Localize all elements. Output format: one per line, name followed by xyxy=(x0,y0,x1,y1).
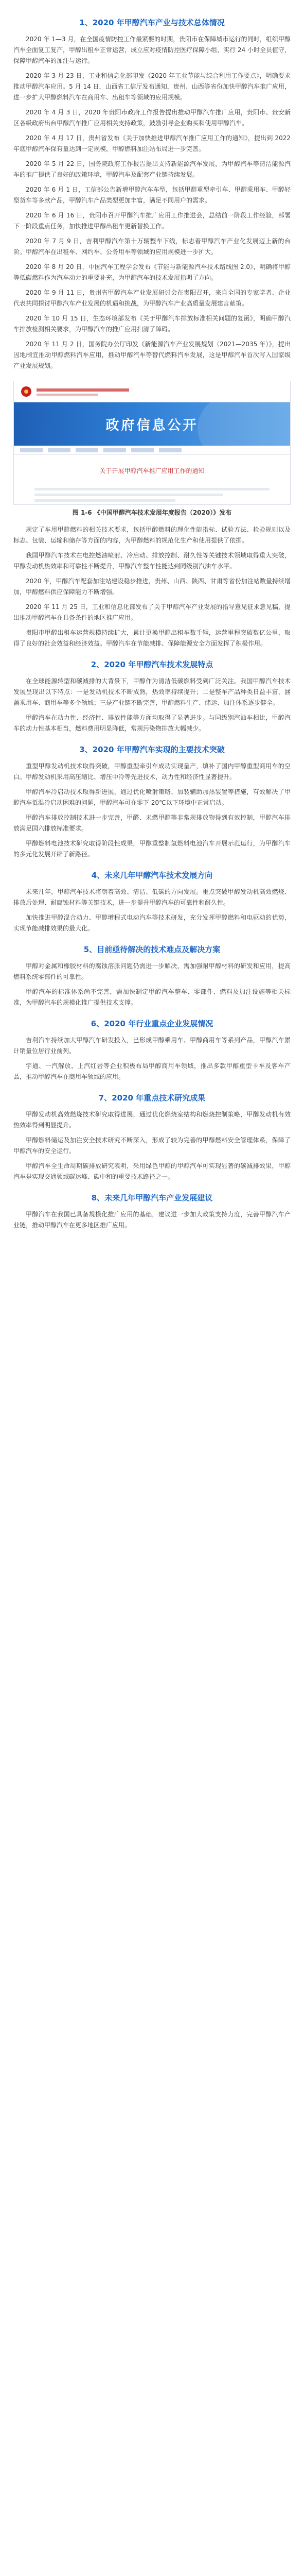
section-1-continued xyxy=(13,524,291,649)
paragraph: 2020 年 7 月 9 日，吉利甲醇汽车第十万辆整车下线，标志着甲醇汽车产业化发展迈上新的台阶。甲醇汽车在出租车、网约车、公务用车等领域的应用规模进一步扩大。 xyxy=(13,238,291,256)
section-heading: 6、2020 年行业重点企业发展情况 xyxy=(91,1019,213,1028)
paragraph: 吉利汽车持续加大甲醇汽车研发投入，已形成甲醇乘用车、甲醇商用车等系列产品，甲醇汽车累计销量位居行业前列。 xyxy=(13,1037,291,1055)
paragraph: 2020 年 4 月 3 日，2020 年贵阳市政府工作报告提出推动甲醇汽车推广应用，贵阳市、贵安新区各级政府出台甲醇汽车推广应用相关支持政策，鼓励引导企业购买和使用甲醇汽车。 xyxy=(13,109,291,127)
banner-title: 政府信息公开 xyxy=(105,418,199,433)
document-title: 关于开展甲醇汽车推广应用工作的通知 xyxy=(99,467,205,474)
paragraph: 甲醇燃料储运及加注安全技术研究不断深入，形成了较为完善的甲醇燃料安全管理体系，保障了甲醇汽车的安全运行。 xyxy=(13,1137,291,1155)
paragraph: 2020 年 6 月 1 日，工信部公告新增甲醇汽车车型，包括甲醇重型牵引车、甲醇乘用车、甲醇轻型货车等多款产品，甲醇汽车产品类型更加丰富，满足不同用户的需求。 xyxy=(13,186,291,204)
section-heading: 4、未来几年甲醇汽车技术发展方向 xyxy=(91,871,213,880)
section-3 xyxy=(13,743,291,860)
paragraph: 2020 年 11 月 2 日，国务院办公厅印发《新能源汽车产业发展规划（2021—2035 年）》，提出因地制宜推动甲醇燃料汽车应用，推动甲醇汽车等替代燃料汽车发展，这是甲醇汽车首次写入国家级产业发展规划。 xyxy=(13,341,291,369)
paragraph: 宇通、一汽解放、上汽红岩等企业积极布局甲醇商用车领域，推出多款甲醇重型卡车及客车产品，推动甲醇汽车在商用车领域的应用。 xyxy=(13,1062,291,1080)
section-8 xyxy=(13,1192,291,1231)
figure-banner xyxy=(14,402,290,446)
section-5 xyxy=(13,943,291,1008)
paragraph: 2020 年 5 月 22 日，国务院政府工作报告提出支持新能源汽车发展，为甲醇汽车等清洁能源汽车的推广提供了良好的政策环境，甲醇汽车及配套产业链持续发展。 xyxy=(13,160,291,178)
paragraph: 2020 年 10 月 15 日，生态环境部发布《关于甲醇汽车排放标准相关问题的复函》，明确甲醇汽车排放检测相关要求，为甲醇汽车的推广应用扫清了障碍。 xyxy=(13,315,291,333)
section-heading: 5、目前亟待解决的技术难点及解决方案 xyxy=(83,945,221,954)
section-heading: 7、2020 年重点技术研究成果 xyxy=(98,1093,206,1103)
emblem-icon xyxy=(21,386,31,397)
paragraph: 2020 年 3 月 23 日，工业和信息化部印发《2020 年工业节能与综合利用工作要点》，明确要求推动甲醇汽车应用。5 月 14 日，山西省工信厅发布通知，贵州、山西等省份加快甲醇汽车推广应用，进一步扩大甲醇燃料汽车在商用车、出租车等领域的应用规模。 xyxy=(13,72,291,101)
paragraph: 2020 年 4 月 17 日，贵州省发布《关于加快推进甲醇汽车推广应用工作的通知》，提出到 2022 年底甲醇汽车保有量达到一定规模，甲醇燃料加注站布局进一步完善。 xyxy=(13,134,291,152)
paragraph: 甲醇对金属和橡胶材料的腐蚀溶胀问题仍需进一步解决，需加强耐甲醇材料的研发和应用，提高燃料系统零部件的可靠性。 xyxy=(13,962,291,980)
paragraph: 2020 年 1—3 月，在全国疫情防控工作最紧要的时期，贵阳市在保障城市运行的同时，组织甲醇汽车全面复工复产，甲醇出租车正常运营，成立应对疫情防控医疗保障小组，实行 24 小时全员值守，保障甲醇汽车的加注与运行。 xyxy=(13,36,291,64)
paragraph: 规定了车用甲醇燃料的相关技术要求，包括甲醇燃料的理化性能指标、试验方法、检验规则以及标志、包装、运输和储存等方面的内容，为甲醇燃料的规范化生产和使用提供了依据。 xyxy=(13,526,291,544)
figure-site-header xyxy=(14,381,290,402)
paragraph: 甲醇燃料电池技术研究取得阶段性成果，甲醇重整制氢燃料电池汽车开展示范运行，为甲醇汽车的多元化发展开辟了新路径。 xyxy=(13,840,291,858)
paragraph: 2020 年 9 月 11 日，贵州省甲醇汽车产业发展研讨会在贵阳召开，来自全国的专家学者、企业代表共同探讨甲醇汽车产业发展的机遇和挑战，为甲醇汽车产业高质量发展建言献策。 xyxy=(13,289,291,307)
paragraph: 贵阳市甲醇出租车运营规模持续扩大，累计更换甲醇出租车数千辆，运营里程突破数亿公里，取得了良好的社会效益和经济效益。甲醇汽车在节能减排、保障能源安全方面发挥了积极作用。 xyxy=(13,629,291,647)
paragraph: 重型甲醇发动机技术取得突破，甲醇重型牵引车成功实现量产，填补了国内甲醇重型商用车的空白。甲醇发动机采用高压缩比、增压中冷等先进技术，动力性和经济性显著提升。 xyxy=(13,762,291,781)
paragraph: 甲醇汽车的标准体系尚不完善，需加快制定甲醇汽车整车、零部件、燃料及加注设施等相关标准，为甲醇汽车的规模化推广提供技术支撑。 xyxy=(13,988,291,1006)
paragraph: 甲醇汽车排放控制技术进一步完善，甲醛、未燃甲醇等非常规排放物得到有效控制，甲醇汽车排放满足国六排放标准要求。 xyxy=(13,814,291,832)
government-notice-screenshot xyxy=(13,381,291,505)
site-subtitle-graphic xyxy=(37,394,98,396)
section-heading: 1、2020 年甲醇汽车产业与技术总体情况 xyxy=(79,18,225,27)
paragraph: 2020 年 6 月 16 日，贵阳市召开甲醇汽车推广应用工作推进会，总结前一阶段工作经验，部署下一阶段重点任务，加快推进甲醇出租车更新替换工作。 xyxy=(13,212,291,230)
paragraph: 甲醇汽车在动力性、经济性、排放性能等方面均取得了显著进步。与同级别汽油车相比，甲醇汽车的动力性基本相当，燃料费用明显降低，常规污染物排放大幅减少。 xyxy=(13,714,291,732)
paragraph: 甲醇汽车全生命周期碳排放研究表明，采用绿色甲醇的甲醇汽车可实现显著的碳减排效果，甲醇汽车是实现交通领域碳达峰、碳中和的重要技术路径之一。 xyxy=(13,1162,291,1180)
paragraph: 2020 年 8 月 20 日，中国汽车工程学会发布《节能与新能源汽车技术路线图 2.0》，明确将甲醇等低碳燃料作为汽车动力的重要补充，为甲醇汽车的技术发展指明了方向。 xyxy=(13,263,291,281)
section-heading: 3、2020 年甲醇汽车实现的主要技术突破 xyxy=(79,745,225,754)
site-name-graphic xyxy=(37,388,129,392)
paragraph: 加快推进甲醇混合动力、甲醇增程式电动汽车等技术研发，充分发挥甲醇燃料和电驱动的优势，实现节能减排效果的最大化。 xyxy=(13,914,291,932)
paragraph: 2020 年 11 月 25 日，工业和信息化部发布了关于甲醇汽车产业发展的指导意见征求意见稿，提出推动甲醇汽车在具备条件的地区推广应用。 xyxy=(13,603,291,621)
section-7 xyxy=(13,1092,291,1182)
section-1 xyxy=(13,16,291,371)
figure-document-body xyxy=(14,455,290,504)
paragraph: 甲醇汽车冷启动技术取得新进展，通过优化喷射策略、加装辅助加热装置等措施，有效解决了甲醇汽车低温冷启动困难的问题，甲醇汽车可在零下 20℃以下环境中正常启动。 xyxy=(13,788,291,806)
section-2 xyxy=(13,658,291,734)
section-4 xyxy=(13,869,291,934)
section-heading: 2、2020 年甲醇汽车技术发展特点 xyxy=(91,660,213,669)
figure-caption: 图 1-6 《中国甲醇汽车技术发展年度报告（2020）》发布 xyxy=(72,509,232,516)
document-text-lines xyxy=(34,488,270,505)
paragraph: 未来几年，甲醇汽车技术将朝着高效、清洁、低碳的方向发展。重点突破甲醇发动机高效燃烧、排放后处理、耐腐蚀材料等关键技术，进一步提升甲醇汽车的可靠性和耐久性。 xyxy=(13,888,291,906)
paragraph: 我国甲醇汽车技术在电控燃油喷射、冷启动、排放控制、耐久性等关键技术领域取得重大突破，甲醇发动机热效率和可靠性不断提升，甲醇汽车整车性能达到同级别汽油车水平。 xyxy=(13,552,291,570)
section-6 xyxy=(13,1018,291,1082)
figure-nav-bar xyxy=(14,446,290,455)
paragraph: 甲醇汽车在我国已具备规模化推广应用的基础，建议进一步加大政策支持力度，完善甲醇汽车产业链，推动甲醇汽车在更多地区推广应用。 xyxy=(13,1211,291,1229)
paragraph: 在全球能源转型和碳减排的大背景下，甲醇作为清洁低碳燃料受到广泛关注。我国甲醇汽车技术发展呈现出以下特点：一是发动机技术不断成熟，热效率持续提升；二是整车产品种类日益丰富，涵盖乘用车、商用车等多个领域；三是产业链不断完善，甲醇燃料生产、储运、加注体系逐步健全。 xyxy=(13,677,291,706)
paragraph: 2020 年，甲醇汽车配套加注站建设稳步推进，贵州、山西、陕西、甘肃等省份加注站数量持续增加，甲醇燃料供应保障能力不断增强。 xyxy=(13,578,291,596)
paragraph: 甲醇发动机高效燃烧技术研究取得进展，通过优化燃烧室结构和燃烧控制策略，甲醇发动机有效热效率得到明显提升。 xyxy=(13,1111,291,1129)
section-heading: 8、未来几年甲醇汽车产业发展建议 xyxy=(91,1193,213,1202)
